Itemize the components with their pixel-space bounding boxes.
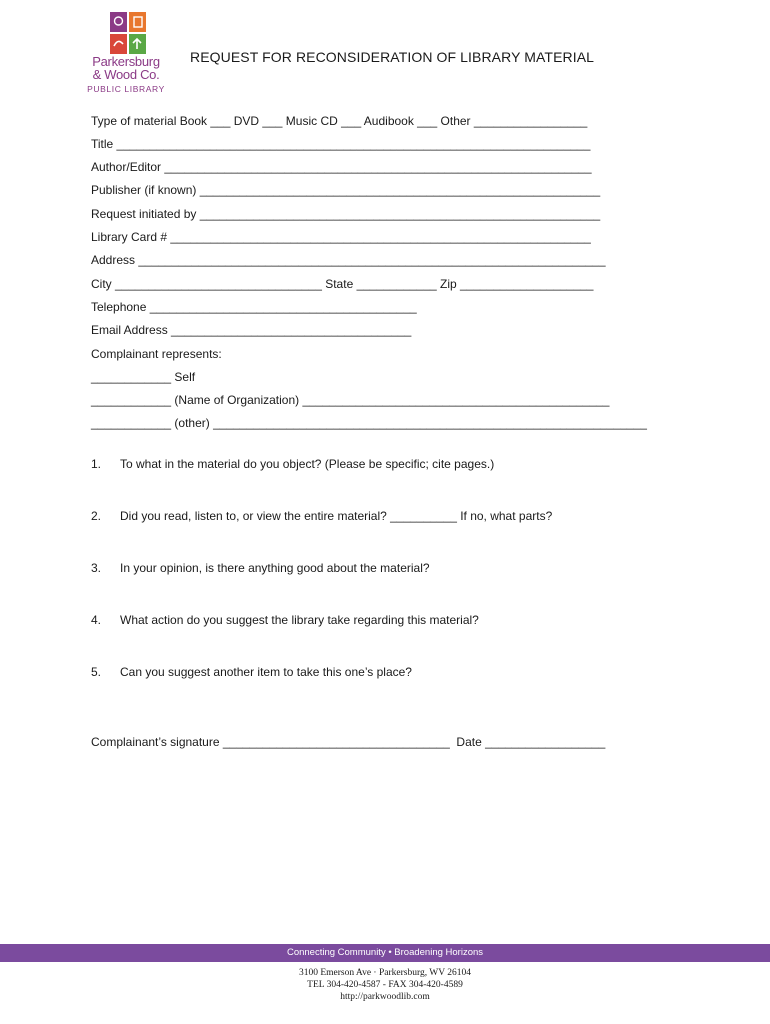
logo-text-line2: & Wood Co.	[92, 67, 160, 82]
represents-organization-option[interactable]: ____________ (Name of Organization) ______________________________________________	[91, 393, 610, 407]
question-4-text: What action do you suggest the library take regarding this material?	[120, 613, 479, 627]
footer-address: 3100 Emerson Ave · Parkersburg, WV 26104	[298, 968, 472, 978]
question-2-text[interactable]: Did you read, listen to, or view the entire material? __________ If no, what parts?	[120, 509, 553, 523]
footer-phone: TEL 304-420-4587 - FAX 304-420-4589	[307, 980, 463, 990]
material-type-field[interactable]: Type of material Book ___ DVD ___ Music CD ___ Audibook ___ Other _________________	[91, 114, 588, 128]
question-1-text: To what in the material do you object? (Please be specific; cite pages.)	[120, 457, 495, 471]
represents-other-option[interactable]: ____________ (other) _________________________________________________________________	[91, 416, 647, 430]
logo-text-line3: PUBLIC LIBRARY	[87, 84, 165, 94]
footer-band	[0, 944, 770, 962]
question-3-number: 3.	[91, 561, 102, 575]
question-4-number: 4.	[91, 613, 102, 627]
logo-text-line1: Parkersburg	[92, 54, 160, 69]
address-field[interactable]: Address ______________________________________________________________________	[91, 253, 606, 267]
signature-date-line[interactable]: Complainant’s signature __________________________________ Date __________________	[91, 735, 606, 749]
form-title: REQUEST FOR RECONSIDERATION OF LIBRARY MATERIAL	[190, 49, 595, 65]
telephone-field[interactable]: Telephone ________________________________________	[91, 300, 417, 314]
question-1-number: 1.	[91, 457, 102, 471]
library-card-field[interactable]: Library Card # _______________________________________________________________	[91, 230, 591, 244]
library-logo	[84, 12, 168, 96]
footer-url[interactable]: http://parkwoodlib.com	[340, 992, 430, 1002]
question-2-number: 2.	[91, 509, 102, 523]
complainant-represents-label: Complainant represents:	[91, 347, 222, 361]
question-3-text: In your opinion, is there anything good about the material?	[120, 561, 430, 575]
city-state-zip-field[interactable]: City _______________________________ State ____________ Zip ____________________	[91, 277, 594, 291]
title-field[interactable]: Title _______________________________________________________________________	[91, 137, 591, 151]
author-field[interactable]: Author/Editor ________________________________________________________________	[91, 160, 592, 174]
footer-tagline: Connecting Community • Broadening Horizons	[286, 947, 484, 958]
question-5-number: 5.	[91, 665, 102, 679]
publisher-field[interactable]: Publisher (if known) ____________________________________________________________	[91, 183, 601, 197]
question-5-text: Can you suggest another item to take this one’s place?	[120, 665, 412, 679]
request-initiated-field[interactable]: Request initiated by ____________________________________________________________	[91, 207, 601, 221]
email-field[interactable]: Email Address ____________________________________	[91, 323, 412, 337]
library-logo-icon	[110, 12, 146, 54]
represents-self-option[interactable]: ____________ Self	[91, 370, 196, 384]
